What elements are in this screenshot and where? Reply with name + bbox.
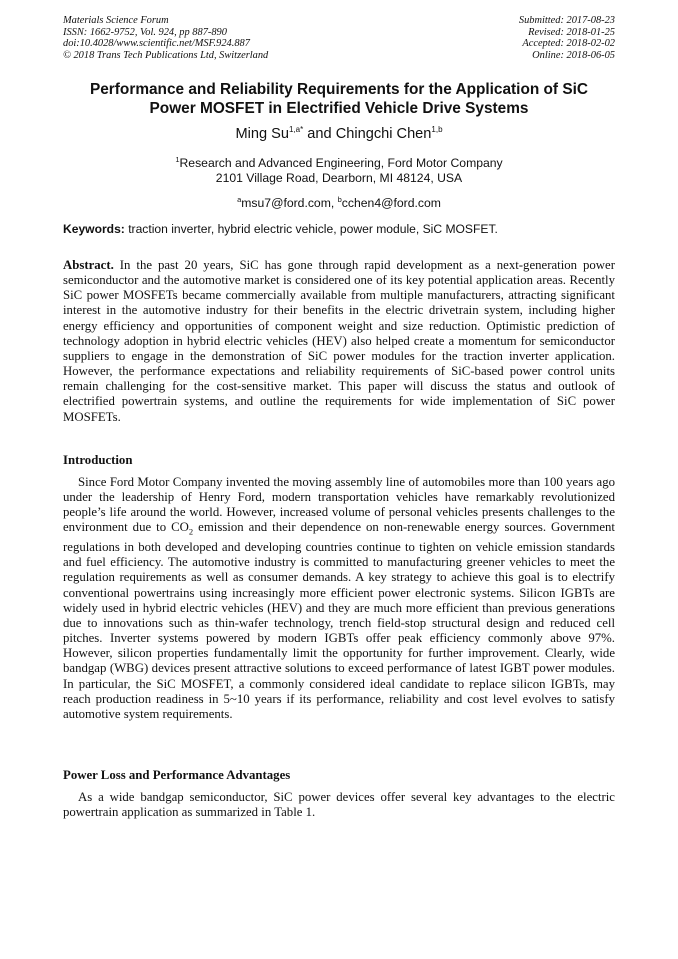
- publication-dates: [519, 15, 615, 61]
- power-loss-heading: Power Loss and Performance Advantages: [63, 768, 291, 782]
- introduction-paragraph: [63, 475, 615, 722]
- introduction-heading: Introduction: [63, 453, 133, 467]
- abstract-label: Abstract.: [63, 258, 114, 272]
- co2-subscript: 2: [188, 527, 194, 538]
- email-b: cchen4@ford.com: [341, 196, 441, 211]
- paper-title: [50, 80, 628, 118]
- introduction-text-1: Since Ford Motor Company invented the moving assembly line of automobiles more than 100 years ago under the leadership of Henry Ford, modern transportation vehicles have remarkably revolutionized people’s life around the world. However, increased volume of personal vehicles presents challenges to the environment due to CO: [63, 475, 615, 535]
- title-block: [50, 80, 628, 211]
- title-line-1: Performance and Reliability Requirements for the Application of SiC: [89, 81, 588, 98]
- author-1: Ming Su: [235, 125, 289, 142]
- abstract: [63, 258, 615, 425]
- author-1-sup: 1,a*: [288, 125, 304, 134]
- journal-info: [63, 15, 268, 61]
- abstract-text: In the past 20 years, SiC has gone through rapid development as a next-generation power semiconductor and the automotive market is considered one of its key potential application areas. Recently SiC power MOSFETs became commercially available from multiple manufacturers, attracting significant interest in the automotive industry for their benefits in the electric drivetrain system, including higher energy efficiency and opportunities of component weight and size reduction. Optimistic prediction of technology adoption in hybrid electric vehicles (HEV) also helped create a momentum for semiconductor suppliers to engage in the demonstration of SiC power modules for the traction inverter application. However, the performance expectations and reliability requirements of SiC-based power control units remain challenging for the cost-sensitive market. This paper will discuss the status and outlook of electrified powertrain systems, and outline the requirements for wide implementation of SiC power MOSFETs.: [63, 258, 615, 424]
- author-2-sup: 1,b: [431, 125, 443, 134]
- title-line-2: Power MOSFET in Electrified Vehicle Drive Systems: [149, 100, 529, 117]
- introduction-text-2: emission and their dependence on non-renewable energy sources. Government regulations in both developed and developing countries continue to tighten on vehicle emission standards and fuel efficiency. The automotive industry is committed to manufacturing greener vehicles to meet the regulation requirements as well as consumer demands. A key strategy to achieve this goal is to electrify conventional powertrains using increasingly more efficient power electronic systems. Silicon IGBTs are widely used in hybrid electric vehicles (HEV) and they are much more efficient than previous generations due to innovations such as thin-wafer technology, trench field-stop structural design and reduced cell pitches. Inverter systems powered by modern IGBTs offer peak efficiency commonly above 97%. However, silicon properties fundamentally limit the opportunity for further improvement. Clearly, wide bandgap (WBG) devices present attractive solutions to exceed performance of latest IGBT power modules. In particular, the SiC MOSFET, a commonly considered ideal candidate to replace silicon IGBTs, may reach production readiness in 5~10 years if its performance, reliability and cost level evolves to satisfy automotive system requirements.: [63, 520, 615, 721]
- journal-copyright: © 2018 Trans Tech Publications Ltd, Switzerland: [63, 49, 269, 61]
- keywords-label: Keywords:: [63, 222, 125, 236]
- date-revised: Revised: 2018-01-25: [528, 26, 615, 38]
- author-2: Chingchi Chen: [335, 125, 432, 142]
- email-a-sup: a: [237, 195, 242, 205]
- date-online: Online: 2018-06-05: [532, 49, 615, 61]
- affiliation-line-2: 2101 Village Road, Dearborn, MI 48124, USA: [215, 170, 463, 185]
- email-b-sup: b: [337, 195, 342, 205]
- journal-name: Materials Science Forum: [63, 15, 169, 26]
- keywords: [63, 222, 615, 236]
- date-accepted: Accepted: 2018-02-02: [522, 38, 615, 50]
- author-emails: [50, 193, 628, 211]
- journal-header: [63, 15, 615, 67]
- journal-issn: ISSN: 1662-9752, Vol. 924, pp 887-890: [63, 26, 227, 38]
- affiliation: [50, 153, 628, 185]
- affiliation-sup: 1: [175, 154, 180, 164]
- affiliation-line-1: Research and Advanced Engineering, Ford Motor Company: [179, 155, 503, 170]
- author-list: [50, 121, 628, 143]
- power-loss-paragraph: As a wide bandgap semiconductor, SiC power devices offer several key advantages to the electric powertrain application as summarized in Table 1.: [63, 790, 615, 820]
- author-conjunction: and: [303, 125, 336, 142]
- email-a: msu7@ford.com,: [241, 196, 338, 211]
- journal-doi: doi:10.4028/www.scientific.net/MSF.924.887: [63, 38, 250, 50]
- date-submitted: Submitted: 2017-08-23: [518, 15, 615, 26]
- keywords-text: traction inverter, hybrid electric vehicle, power module, SiC MOSFET.: [124, 222, 498, 236]
